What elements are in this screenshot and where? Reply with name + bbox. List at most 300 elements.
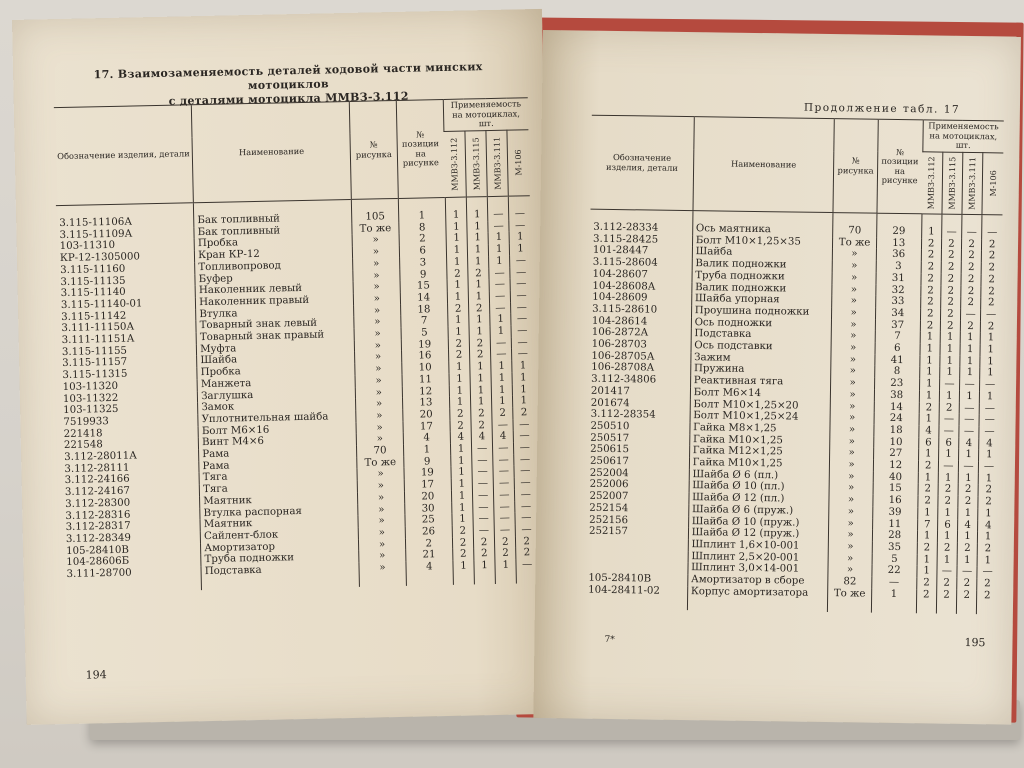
qty-model-3: — [494, 489, 515, 501]
position-number: 16 [873, 495, 918, 507]
qty-model-1: 1 [448, 315, 469, 327]
part-name: Шайба Ø 10 (пруж.) [688, 516, 829, 530]
qty-model-3: 1 [959, 391, 979, 403]
qty-model-2: 4 [471, 431, 492, 443]
part-name: Рама [199, 446, 357, 461]
qty-model-3: — [494, 501, 515, 513]
figure-number: То же [828, 588, 872, 612]
qty-model-2: — [941, 214, 962, 238]
figure-number: » [358, 515, 405, 528]
qty-model-2: 2 [940, 297, 960, 309]
qty-model-1: 2 [918, 460, 938, 472]
part-code: КР-12-1305000 [59, 251, 141, 265]
position-number: 3 [876, 261, 921, 273]
qty-model-2: 1 [940, 344, 960, 356]
qty-model-1: 2 [452, 525, 473, 537]
qty-model-1: 1 [919, 390, 939, 402]
qty-model-2: 2 [941, 285, 961, 297]
qty-model-2: 6 [937, 519, 957, 531]
qty-model-4: 2 [981, 262, 1001, 274]
qty-model-2: 1 [470, 396, 491, 408]
part-code: 3.115-11142 [61, 310, 127, 323]
figure-number: » [354, 316, 401, 329]
qty-model-4: 1 [980, 332, 1000, 344]
table-row [585, 584, 997, 613]
position-number: 33 [876, 296, 921, 308]
qty-model-2: 1 [470, 361, 491, 373]
position-number: 22 [872, 565, 917, 577]
part-code: 3.112-28011А [64, 450, 138, 464]
qty-model-1: 1 [445, 197, 466, 222]
qty-model-1: 2 [448, 338, 469, 350]
qty-model-4: — [980, 379, 1000, 391]
part-code: 3.115-11135 [60, 275, 126, 288]
qty-model-1: 2 [921, 238, 941, 250]
qty-model-4: 2 [516, 536, 537, 548]
qty-model-2: 2 [938, 484, 958, 496]
position-number: — [872, 577, 917, 589]
header-name: Наименование [693, 117, 835, 213]
qty-model-4: — [979, 414, 999, 426]
qty-model-1: 2 [919, 402, 939, 414]
part-code: 3.115-11157 [62, 357, 128, 370]
qty-model-3: 2 [492, 408, 513, 420]
position-number: 10 [401, 362, 449, 375]
part-code: 103-11320 [62, 380, 119, 393]
part-code: 106-2872А [591, 327, 649, 339]
qty-model-1: 2 [916, 589, 937, 613]
part-name: Гайка М12×1,25 [689, 445, 830, 459]
figure-number: » [831, 365, 875, 377]
figure-number: » [352, 234, 399, 247]
qty-model-3: — [493, 454, 514, 466]
qty-model-4: 2 [978, 485, 998, 497]
part-name: Амортизатор [201, 540, 359, 555]
qty-model-1: 1 [451, 479, 472, 491]
figure-number: » [829, 483, 873, 495]
qty-model-1: 1 [451, 467, 472, 479]
figure-number: » [831, 389, 875, 401]
figure-number: » [355, 351, 402, 364]
part-code: 3.112-28317 [65, 520, 131, 534]
figure-number: » [830, 424, 874, 436]
qty-model-4: — [510, 255, 531, 267]
qty-model-3: — [489, 279, 510, 291]
figure-number: » [355, 363, 402, 376]
position-number: 31 [876, 272, 921, 284]
qty-model-3: — [494, 513, 515, 525]
part-name: Шайба Ø 6 (пруж.) [688, 504, 829, 518]
part-code: 104-28614 [591, 315, 648, 328]
qty-model-3: — [957, 566, 977, 578]
header-name: Наименование [192, 101, 352, 202]
part-name: Рама [199, 458, 357, 473]
qty-model-3: 1 [488, 232, 509, 244]
qty-model-4: 1 [980, 391, 1000, 403]
header-model-4: М-106 [988, 170, 998, 197]
qty-model-1: 2 [448, 350, 469, 362]
qty-model-2: — [472, 455, 493, 467]
qty-model-3: 4 [492, 431, 513, 443]
qty-model-3: — [962, 214, 983, 238]
figure-number: » [355, 340, 402, 353]
qty-model-4: — [514, 442, 535, 454]
qty-model-3: 2 [961, 262, 981, 274]
qty-model-4: 1 [512, 372, 533, 384]
qty-model-1: 1 [917, 554, 937, 566]
figure-number: » [359, 562, 406, 587]
qty-model-2: 1 [938, 449, 958, 461]
part-name: Замок [198, 399, 356, 414]
part-name: Заглушка [198, 387, 356, 402]
figure-number: » [829, 518, 873, 530]
figure-number: » [358, 503, 405, 516]
qty-model-4: — [514, 431, 535, 443]
qty-model-2: 1 [466, 197, 488, 222]
qty-model-4: — [512, 337, 533, 349]
qty-model-2: 1 [939, 367, 959, 379]
qty-model-1: 2 [921, 250, 941, 262]
part-code: 105-28410В [588, 572, 652, 585]
qty-model-1: 1 [920, 332, 940, 344]
qty-model-4: 1 [979, 449, 999, 461]
qty-model-3: 2 [961, 274, 981, 286]
qty-model-2: 2 [940, 320, 960, 332]
figure-number: » [831, 354, 875, 366]
figure-number: » [832, 272, 876, 284]
position-number: 24 [874, 413, 919, 425]
part-code: 3.112-28316 [65, 509, 131, 522]
qty-model-2: 1 [940, 332, 960, 344]
position-number: 2 [399, 233, 447, 246]
position-number: 18 [874, 425, 919, 437]
part-code: 250617 [589, 455, 629, 468]
figure-number: » [353, 258, 400, 271]
qty-model-1: 1 [448, 327, 469, 339]
figure-number: » [355, 375, 402, 388]
qty-model-4: 2 [982, 239, 1002, 251]
part-code: 3.115-11155 [61, 345, 128, 358]
position-number: 4 [403, 432, 451, 445]
qty-model-4: — [515, 489, 536, 501]
qty-model-1: 1 [449, 362, 470, 374]
qty-model-4: 1 [978, 508, 998, 520]
figure-number: » [830, 459, 874, 471]
qty-model-4: — [982, 215, 1003, 239]
qty-model-2: 2 [941, 262, 961, 274]
qty-model-2: 1 [938, 472, 958, 484]
qty-model-1: 1 [919, 355, 939, 367]
qty-model-1: 7 [917, 519, 937, 531]
part-name: Уплотнительная шайба [198, 411, 356, 426]
position-number: 8 [398, 222, 446, 235]
qty-model-3: 1 [491, 372, 512, 384]
qty-model-4: — [516, 524, 537, 536]
qty-model-3: — [959, 414, 979, 426]
qty-model-3: — [490, 302, 511, 314]
part-name: Проушина подножки [691, 305, 832, 319]
qty-model-3: 1 [490, 326, 511, 338]
figure-number: 82 [828, 576, 872, 588]
qty-model-3: 1 [491, 361, 512, 373]
qty-model-1: 1 [921, 214, 942, 238]
part-name: Болт М10×1,25×35 [692, 235, 833, 249]
position-number: 7 [875, 331, 920, 343]
qty-model-2: 2 [936, 578, 956, 590]
figure-number: » [357, 433, 404, 446]
figure-number: » [831, 330, 875, 342]
part-name: Шплинт 1,6×10-001 [688, 539, 829, 553]
part-code: 201674 [590, 397, 630, 409]
qty-model-1: 1 [449, 385, 470, 397]
figure-number: » [359, 527, 406, 540]
part-code: 3.115-11315 [62, 368, 128, 382]
part-name: Гайка М8×1,25 [690, 422, 831, 436]
part-name: Труба подножки [692, 270, 833, 284]
qty-model-4: — [979, 426, 999, 438]
position-number: 1 [403, 444, 451, 457]
qty-model-3: 2 [961, 285, 981, 297]
position-number: 18 [400, 304, 448, 317]
figure-number: » [832, 260, 876, 272]
qty-model-4: — [511, 313, 532, 325]
position-number: 14 [400, 292, 448, 305]
qty-model-2: 2 [941, 273, 961, 285]
qty-model-4: 1 [978, 531, 998, 543]
qty-model-2: 1 [469, 326, 490, 338]
position-number: 9 [403, 456, 451, 469]
qty-model-1: 2 [921, 261, 941, 273]
position-number: 5 [401, 327, 449, 340]
position-number: 26 [405, 526, 453, 539]
qty-model-2: — [472, 466, 493, 478]
part-code: 250517 [590, 432, 630, 444]
figure-number: » [356, 422, 403, 435]
position-number: 17 [403, 421, 451, 434]
qty-model-1: 1 [449, 397, 470, 409]
header-figure: № рисунка [833, 119, 878, 214]
qty-model-1: 1 [452, 502, 473, 514]
figure-number: » [828, 553, 872, 565]
part-code: 104-28607 [592, 268, 648, 281]
figure-number: 70 [833, 213, 877, 238]
position-number: 32 [876, 284, 921, 296]
part-name: Корпус амортизатора [687, 586, 828, 612]
qty-model-3: 1 [959, 449, 979, 461]
header-code: Обозначение изделия, детали [591, 115, 694, 210]
figure-number: » [829, 506, 873, 518]
part-code: 104-28608А [592, 280, 656, 293]
qty-model-4: 2 [981, 274, 1001, 286]
parts-table-left [54, 97, 538, 593]
qty-model-1: 2 [920, 320, 940, 332]
position-number: 1 [398, 197, 446, 222]
position-number: 27 [873, 448, 918, 460]
qty-model-4: 1 [513, 395, 534, 407]
figure-number: » [829, 471, 873, 483]
part-name: Шайба Ø 6 (пл.) [689, 469, 830, 483]
qty-model-3: 2 [958, 484, 978, 496]
position-number: 12 [873, 460, 918, 472]
qty-model-2: 2 [474, 548, 495, 560]
qty-model-3: — [493, 443, 514, 455]
qty-model-4: 2 [513, 407, 534, 419]
qty-model-2: 1 [468, 279, 489, 291]
position-number: 23 [874, 378, 919, 390]
position-number: 12 [402, 385, 450, 398]
qty-model-2: 1 [937, 507, 957, 519]
qty-model-1: 1 [447, 280, 468, 292]
qty-model-4: 2 [516, 548, 537, 560]
part-code: 3.112-24167 [64, 485, 131, 499]
qty-model-3: 1 [958, 473, 978, 485]
part-code: 101-28447 [592, 245, 649, 257]
part-code: 3.115-28425 [593, 233, 659, 246]
qty-model-2: 2 [471, 408, 492, 420]
part-code: 7519933 [63, 416, 109, 428]
qty-model-3: — [494, 525, 515, 537]
part-name: Подставка [691, 328, 832, 342]
part-name: Маятник [200, 493, 358, 508]
qty-model-2: 2 [468, 268, 489, 280]
part-code: 104-28609 [592, 291, 648, 304]
qty-model-4: — [979, 461, 999, 473]
header-model-1: ММВЗ-3.112 [926, 156, 937, 210]
qty-model-1: 2 [450, 420, 471, 432]
figure-number: » [831, 377, 875, 389]
qty-model-3: — [493, 466, 514, 478]
qty-model-1: 1 [919, 367, 939, 379]
part-code: 103-11310 [59, 240, 116, 253]
qty-model-3: 1 [490, 314, 511, 326]
position-number: 19 [401, 339, 449, 352]
qty-model-1: 1 [446, 245, 467, 257]
part-code: 3.115-11140-01 [60, 298, 143, 311]
qty-model-4: 4 [979, 438, 999, 450]
part-name: Тяга [199, 469, 357, 484]
qty-model-2: 2 [468, 303, 489, 315]
qty-model-2: 1 [940, 355, 960, 367]
part-name: Наколенник правый [196, 294, 354, 309]
qty-model-2: 2 [937, 543, 957, 555]
part-code: 252006 [589, 479, 629, 491]
table-title-line1: 17. Взаимозаменяемость деталей ходовой части минских мотоциклов [93, 60, 483, 93]
qty-model-4: 2 [978, 496, 998, 508]
position-number: 17 [404, 479, 452, 492]
part-code: 3.115-11140 [60, 286, 126, 300]
part-code: 106-28708А [591, 362, 655, 375]
qty-model-1: 1 [446, 221, 467, 233]
qty-model-2: — [473, 525, 494, 537]
qty-model-4: — [981, 309, 1001, 321]
part-code: 3.111-11151А [61, 333, 135, 347]
part-code: 3.111-28700 [66, 567, 132, 581]
qty-model-1: 1 [451, 490, 472, 502]
position-number: 28 [872, 530, 917, 542]
qty-model-3: 1 [960, 367, 980, 379]
qty-model-3: 1 [958, 508, 978, 520]
qty-model-2: — [473, 513, 494, 525]
figure-number: » [832, 319, 876, 331]
qty-model-1: 6 [918, 437, 938, 449]
part-name: Шайба упорная [691, 293, 832, 307]
part-name: Труба подножки [201, 551, 359, 566]
qty-model-1: 2 [917, 495, 937, 507]
qty-model-3: — [492, 419, 513, 431]
qty-model-1: 1 [453, 561, 474, 585]
qty-model-4: 1 [512, 360, 533, 372]
qty-model-3: — [487, 196, 509, 221]
part-code: 3.112-34806 [591, 373, 657, 386]
qty-model-3: — [959, 402, 979, 414]
position-number: 4 [406, 561, 454, 586]
qty-model-3: 1 [960, 344, 980, 356]
qty-model-3: 2 [956, 590, 977, 614]
position-number: 15 [400, 280, 448, 293]
part-name: Наколенник левый [195, 282, 353, 297]
part-name: Втулка распорная [200, 504, 358, 519]
qty-model-3: 2 [958, 496, 978, 508]
position-number: 7 [400, 315, 448, 328]
table-title-line2: с деталями мотоцикла ММВЗ-3.112 [168, 89, 409, 108]
figure-number: То же [833, 237, 877, 249]
figure-number: » [829, 529, 873, 541]
qty-model-3: 4 [958, 519, 978, 531]
qty-model-1: 1 [916, 566, 936, 578]
qty-model-3: 1 [491, 384, 512, 396]
qty-model-2: 2 [939, 402, 959, 414]
part-code: 252154 [589, 502, 629, 515]
position-number: 29 [877, 213, 922, 238]
position-number: 6 [399, 245, 447, 258]
qty-model-1: 1 [919, 378, 939, 390]
part-code: 103-11322 [62, 392, 119, 405]
qty-model-4: — [510, 278, 531, 290]
part-name: Шайба [197, 352, 355, 367]
position-number: 14 [874, 401, 919, 413]
qty-model-3: — [959, 379, 979, 391]
qty-model-3: — [489, 291, 510, 303]
header-model-2: ММВЗ-3.115 [947, 156, 958, 210]
part-name: Болт М6×14 [690, 387, 831, 401]
part-code: 201417 [590, 385, 630, 398]
right-page [533, 30, 1021, 725]
qty-model-4: — [516, 559, 538, 583]
qty-model-2: 6 [938, 437, 958, 449]
position-number: 20 [404, 491, 452, 504]
part-name: Пробка [194, 235, 352, 250]
figure-number: » [353, 269, 400, 282]
figure-number: » [353, 246, 400, 259]
qty-model-2: — [939, 379, 959, 391]
part-code: 252007 [589, 490, 629, 503]
figure-number: То же [352, 223, 399, 236]
qty-model-2: — [937, 566, 957, 578]
part-name: Шайба Ø 10 (пл.) [689, 481, 830, 495]
part-name: Пружина [690, 364, 831, 378]
qty-model-2: — [939, 426, 959, 438]
qty-model-2: 1 [470, 385, 491, 397]
qty-model-2: 2 [469, 338, 490, 350]
figure-number: » [830, 447, 874, 459]
part-code: 103-11325 [63, 404, 119, 417]
qty-model-2: 2 [473, 537, 494, 549]
part-code: 3.111-11150А [61, 321, 135, 335]
part-name: Амортизатор в сборе [687, 574, 828, 588]
qty-model-1: 2 [453, 549, 474, 561]
figure-number: » [830, 412, 874, 424]
position-number: 15 [873, 483, 918, 495]
